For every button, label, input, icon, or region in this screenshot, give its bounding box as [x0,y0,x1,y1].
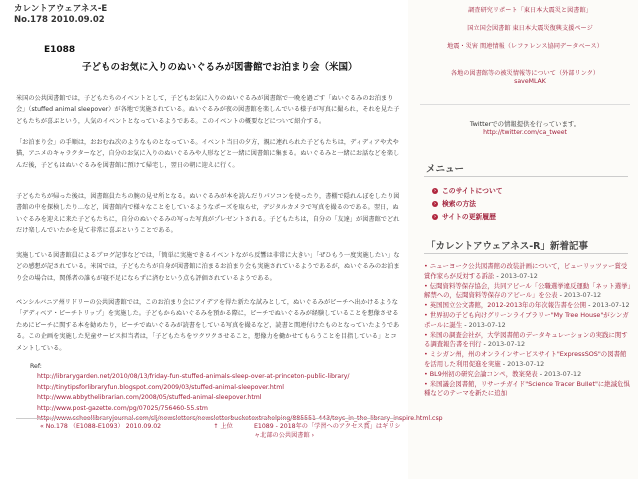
bullet-icon: • [424,369,428,378]
article-paragraph-1: 米国の公共図書館では，子どもたちのイベントとして，子どもお気に入りのぬいぐるみが図書館で一晩を過ごす「ぬいぐるみのお泊まり会」（stuffed animal sleepover）が各地で実施されている。ぬいぐるみが夜の図書館を楽しんでいる様子が写真に撮られ，それを見た子どもたちが喜ぶという，人気のイベントとなっているようである。このイベントの概要などについて紹介する。 [16,95,400,125]
article-paragraph-2: 「お泊まり会」の手順は，おおむね次のようなものとなっている。イベント当日の夕方，親に連れられた子どもたちは，ディディアや犬や猫，アニメのキャラクターなど，自分のお気に入りのぬいぐるみや人形などと一緒に図書館に集まる。ぬいぐるみと一緒にお話などを楽しんだ後，子どもはぬいぐるみを図書館に預けて帰宅し，翌日の朝に迎えに行く。 [16,139,400,169]
menu-item-search[interactable] [432,198,476,208]
news-date: 2013-07-12 [592,301,630,310]
news-list [424,262,632,399]
news-item[interactable]: • 英国国立公文書館，2012-2013年の年次報告書を公開 - 2013-07-12 [424,301,630,310]
news-title: 米国議会図書館，リサーチガイド"Science Tracer Bullet"に絶滅危惧種などのテーマを新たに追加 [424,379,630,398]
twitter-link[interactable]: http://twitter.com/ca_tweet [483,129,567,136]
bullet-icon: • [424,310,428,319]
news-title: 伝聞資料等保存協会，共同アピール「公職選挙違反運動「ネット選挙」解禁への，伝聞資料等保存のアピール」を公表 [424,281,631,300]
news-title: BL9州初の研究会論コンペ，教案発表 [429,369,538,378]
ref-label: Ref: [30,363,42,370]
sidebar-link-damage-info[interactable]: 各地の図書館等の被災情報等について（外部リンク） [450,70,600,77]
news-title: ニューヨーク公共図書館の改装計画について，ビューリッツァー賞受賞作家らが反対する訴訟 [424,262,628,280]
arrow-icon: › [433,214,437,220]
sidebar-divider [420,104,630,105]
sidebar-link-savemlak[interactable]: saveMLAK [514,78,546,85]
bullet-icon: • [424,281,428,290]
sidebar-link-disaster-info[interactable]: 地震・災害 関連情報（レファレンス協同データベース） [447,43,603,50]
arrow-icon: › [433,188,437,194]
twitter-text: Twitterでの情報提供を行っています。 [469,120,581,128]
bullet-icon: • [424,262,428,270]
menu-item-label: 検索の方法 [442,200,476,208]
publication-header [14,4,107,26]
news-item[interactable]: • ニューヨーク公共図書館の改装計画について，ビューリッツァー賞受賞作家らが反対する訴訟 - 2013-07-12 [424,262,628,280]
news-heading: 「カレントアウェアネス-R」新着記事 [426,241,588,252]
pager-divider [16,418,400,419]
sidebar-link-ndl-support[interactable]: 国立国会図書館 東日本大震災復興支援ページ [467,25,593,32]
bottom-fade [0,448,408,479]
article-id: E1088 [44,45,76,55]
news-item[interactable]: • 米国の調査会社が，大学図書館のデータキュレーションの実践に関する調査報告書を刊行 - 2013-07-12 [424,330,628,349]
news-date: 2013-07-12 [487,340,526,349]
news-item[interactable] [424,380,632,400]
sidebar-link-report[interactable]: 調査研究リポート「東日本大震災と図書館」 [468,7,592,14]
publication-name: カレントアウェアネス-E [14,4,108,14]
news-item[interactable]: • ミシガン州，州のオンラインサービスサイト"ExpressSOS"の図書館を活用した利用促進を実施 - 2013-07-12 [424,350,627,368]
news-title: 米国の調査会社が，大学図書館のデータキュレーションの実践に関する調査報告書を刊行 [424,330,628,349]
reference-link[interactable]: http://tinytipsforlibraryfun.blogspot.com/2009/03/stuffed-animal-sleepover.html [37,383,284,391]
news-title: 世界初の子ども向けグリーンライブラリー"My Tree House"がシンガポールに誕生 [424,310,629,329]
prev-article-link[interactable]: « No.178 （E1088-E1093） 2010.09.02 [40,423,162,430]
up-link[interactable]: ↑ 上位 [213,423,233,430]
menu-item-history[interactable] [432,211,496,221]
news-date: 2013-07-12 [500,271,538,280]
reference-link[interactable]: http://librarygarden.net/2010/08/13/friday-fun-stuffed-animals-sleep-over-at-princeton-public-library/ [37,373,350,380]
news-date: 2013-07-12 [563,291,602,300]
next-article-link[interactable]: E1089 - 2018年の「学習へのアクセス賞」はギリシャ北部の公共図書館 › [254,423,401,439]
article-paragraph-5: ペンシルバニア州リドリーの公共図書館では，このお泊まり会にアイデアを得た新たな試みとして，ぬいぐるみがピーチへ出かけるような「デディベア・ピーチトリップ」を実施した。子どもからぬいぐるみを預かる際に，ピーチでぬいぐるみが経験していることを想像させるためにピーチに関する本を勧めたり，ピーチでぬいぐるみが読書をしている写真を撮るなど，読書と関連付けたものとなっていたようである。この企画を実施した児童サービス担当者は，「子どもたちをワクワクさせること，想像力を働かせてもらうことを目指している」とコメントしている。 [16,299,400,352]
news-title: 英国国立公文書館，2012-2013年の年次報告書を公開 [429,301,587,310]
reference-link[interactable]: http://www.abbythelibrarian.com/2008/05/stuffed-animal-sleepover.html [37,394,262,402]
menu-item-label: このサイトについて [442,187,503,195]
menu-item-about[interactable] [432,185,503,195]
news-date: 2013-07-12 [468,320,506,329]
bullet-icon: • [424,330,428,339]
reference-link[interactable]: http://www.post-gazette.com/pg/07025/756460-55.stm [37,404,208,412]
arrow-icon: › [433,201,437,207]
news-item[interactable]: • BL9州初の研究会論コンペ，教案発表 - 2013-07-12 [424,369,582,378]
news-item[interactable]: • 伝聞資料等保存協会，共同アピール「公職選挙違反運動「ネット選挙」解禁への，伝聞資料等保存のアピール」を公表 - 2013-07-12 [424,281,631,300]
article-paragraph-4: 実施している図書館員によるブログ記事などでは，「簡単に実施できるイベントながら反響は非常に大きい」「ぜひもう一度実施したい」などの感想が記されている。米国では，子どもたちが自身が図書館に泊まるお泊まり会も実施されているようであるが，ぬいぐるみのお泊まり会の場合は，関係者の誰もが寝不足にならずに済むという点も評価されているようである。 [16,252,400,282]
menu-item-label: サイトの更新履歴 [442,213,496,221]
article-title: 子どものお気に入りのぬいぐるみが図書館でお泊まり会（米国） [82,62,358,73]
news-title: ミシガン州，州のオンラインサービスサイト"ExpressSOS"の図書館を活用した利用促進を実施 [424,350,627,368]
bullet-icon: • [424,301,428,310]
menu-heading-rule [424,176,628,177]
news-item[interactable]: • 世界初の子ども向けグリーンライブラリー"My Tree House"がシンガポールに誕生 - 2013-07-12 [424,310,629,329]
news-date: 2013-07-12 [507,359,545,368]
bullet-icon: • [424,350,428,359]
bullet-icon: • [424,379,428,388]
article-paragraph-3: 子どもたちが帰った後は，図書館員たちの腕の見せ所となる。ぬいぐるみが本を読んだりパソコンを使ったり，書棚で隠れんぼをしたり図書館の中を探検したり…など，図書館内で様々なことをしているようなポーズを取らせ，デジタルカメラで写真を撮るのである。翌日，ぬいぐるみを迎えに来た子どもたちに，自分のぬいぐるみの写った写真がプレゼントされる。子どもたちは，自分の「友達」が図書館でどれだけ楽しんでいたかを見て非常に喜ぶということである。 [16,193,400,235]
news-heading-rule [424,253,628,254]
menu-heading: メニュー [426,164,465,175]
issue-label: No.178 2010.09.02 [14,15,105,25]
news-date: 2013-07-12 [544,369,582,378]
